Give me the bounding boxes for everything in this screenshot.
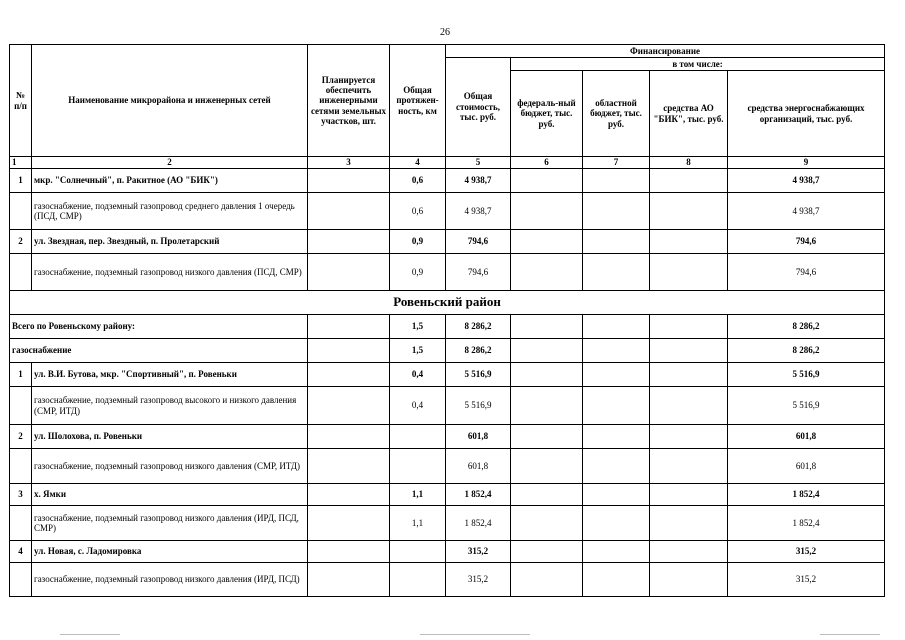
- row-length: 0,9: [390, 230, 446, 254]
- col-number: 3: [308, 157, 390, 169]
- row-planned: [308, 425, 390, 449]
- row-bik: [650, 484, 728, 506]
- row-length: 0,6: [390, 169, 446, 193]
- col-number: 7: [583, 157, 650, 169]
- header-total-cost: Общая стоимость, тыс. руб.: [446, 58, 511, 157]
- row-name: ул. В.И. Бутова, мкр. "Спортивный", п. Ровеньки: [32, 363, 308, 387]
- page-number: 26: [440, 27, 450, 38]
- row-planned: [308, 387, 390, 425]
- row-length: 0,4: [390, 363, 446, 387]
- row-name: мкр. "Солнечный", п. Ракитное (АО "БИК"): [32, 169, 308, 193]
- table-row: [10, 425, 885, 449]
- table-row: [10, 563, 885, 597]
- row-name: х. Ямки: [32, 484, 308, 506]
- header-planned: Планируется обеспечить инженерными сетями земельных участков, шт.: [308, 45, 390, 157]
- row-name: ул. Новая, с. Ладомировка: [32, 541, 308, 563]
- row-num: [10, 506, 32, 541]
- row-energy: 1 852,4: [728, 484, 885, 506]
- row-num: [10, 193, 32, 230]
- row-energy: 1 852,4: [728, 506, 885, 541]
- financing-table: [9, 44, 885, 597]
- row-cost: 601,8: [446, 449, 511, 484]
- row-federal: [511, 169, 583, 193]
- row-length: 0,9: [390, 254, 446, 291]
- row-bik: [650, 230, 728, 254]
- summary-row: [10, 315, 885, 339]
- header-federal: федераль-ный бюджет, тыс. руб.: [511, 71, 583, 157]
- table-row: [10, 484, 885, 506]
- row-bik: [650, 193, 728, 230]
- summary-row: [10, 339, 885, 363]
- row-num: 2: [10, 425, 32, 449]
- row-cost: 315,2: [446, 541, 511, 563]
- row-num: [10, 449, 32, 484]
- row-bik: [650, 315, 728, 339]
- row-energy: 601,8: [728, 449, 885, 484]
- row-cost: 5 516,9: [446, 387, 511, 425]
- row-num: [10, 387, 32, 425]
- row-energy: 8 286,2: [728, 339, 885, 363]
- row-length: 1,5: [390, 315, 446, 339]
- region-title: Ровеньский район: [10, 291, 885, 315]
- row-federal: [511, 563, 583, 597]
- row-energy: 4 938,7: [728, 193, 885, 230]
- row-cost: 794,6: [446, 254, 511, 291]
- row-regional: [583, 425, 650, 449]
- row-name: газоснабжение, подземный газопровод высокого и низкого давления (СМР, ИТД): [32, 387, 308, 425]
- header-energy: средства энергоснабжающих организаций, тыс. руб.: [728, 71, 885, 157]
- row-regional: [583, 363, 650, 387]
- row-federal: [511, 254, 583, 291]
- row-num: [10, 254, 32, 291]
- row-planned: [308, 506, 390, 541]
- row-name: газоснабжение, подземный газопровод низкого давления (ИРД, ПСД, СМР): [32, 506, 308, 541]
- table-row: [10, 363, 885, 387]
- row-bik: [650, 339, 728, 363]
- header-including: в том числе:: [511, 58, 885, 71]
- row-energy: 794,6: [728, 230, 885, 254]
- table-row: [10, 541, 885, 563]
- row-regional: [583, 506, 650, 541]
- row-regional: [583, 563, 650, 597]
- row-energy: 794,6: [728, 254, 885, 291]
- header-length: Общая протяжен-ность, км: [390, 45, 446, 157]
- row-length: 1,1: [390, 484, 446, 506]
- row-name: газоснабжение, подземный газопровод низкого давления (ПСД, СМР): [32, 254, 308, 291]
- row-num: 1: [10, 169, 32, 193]
- row-cost: 4 938,7: [446, 193, 511, 230]
- row-regional: [583, 193, 650, 230]
- col-number: 9: [728, 157, 885, 169]
- scan-artifact-line: [820, 634, 880, 635]
- row-planned: [308, 484, 390, 506]
- row-federal: [511, 387, 583, 425]
- row-energy: 315,2: [728, 563, 885, 597]
- row-federal: [511, 193, 583, 230]
- table-row: [10, 449, 885, 484]
- row-regional: [583, 230, 650, 254]
- row-regional: [583, 315, 650, 339]
- header-row-1: [10, 45, 885, 58]
- row-planned: [308, 315, 390, 339]
- column-numbers-row: [10, 157, 885, 169]
- table-row: [10, 169, 885, 193]
- row-length: [390, 449, 446, 484]
- header-num: № п/п: [10, 45, 32, 157]
- row-federal: [511, 484, 583, 506]
- table-row: [10, 193, 885, 230]
- row-length: 1,5: [390, 339, 446, 363]
- row-length: [390, 425, 446, 449]
- table-row: [10, 230, 885, 254]
- header-bik: средства АО "БИК", тыс. руб.: [650, 71, 728, 157]
- row-energy: 601,8: [728, 425, 885, 449]
- row-bik: [650, 506, 728, 541]
- row-length: 0,6: [390, 193, 446, 230]
- row-bik: [650, 363, 728, 387]
- row-energy: 315,2: [728, 541, 885, 563]
- row-regional: [583, 387, 650, 425]
- col-number: 1: [10, 157, 32, 169]
- header-financing: Финансирование: [446, 45, 885, 58]
- summary-name: Всего по Ровеньскому району:: [10, 315, 308, 339]
- row-name: газоснабжение, подземный газопровод низкого давления (СМР, ИТД): [32, 449, 308, 484]
- col-number: 4: [390, 157, 446, 169]
- row-planned: [308, 449, 390, 484]
- row-num: 2: [10, 230, 32, 254]
- row-bik: [650, 169, 728, 193]
- row-planned: [308, 254, 390, 291]
- header-regional: областной бюджет, тыс. руб.: [583, 71, 650, 157]
- col-number: 5: [446, 157, 511, 169]
- row-cost: 8 286,2: [446, 339, 511, 363]
- row-name: газоснабжение, подземный газопровод среднего давления 1 очередь (ПСД, СМР): [32, 193, 308, 230]
- row-regional: [583, 449, 650, 484]
- row-regional: [583, 339, 650, 363]
- row-bik: [650, 425, 728, 449]
- row-bik: [650, 254, 728, 291]
- scan-artifact-line: [420, 634, 530, 635]
- row-length: 1,1: [390, 506, 446, 541]
- row-bik: [650, 449, 728, 484]
- row-federal: [511, 506, 583, 541]
- table-row: [10, 254, 885, 291]
- col-number: 6: [511, 157, 583, 169]
- row-length: [390, 563, 446, 597]
- table-row: [10, 387, 885, 425]
- row-regional: [583, 484, 650, 506]
- row-regional: [583, 169, 650, 193]
- row-cost: 1 852,4: [446, 484, 511, 506]
- row-length: 0,4: [390, 387, 446, 425]
- row-federal: [511, 315, 583, 339]
- row-cost: 601,8: [446, 425, 511, 449]
- col-number: 2: [32, 157, 308, 169]
- row-regional: [583, 541, 650, 563]
- row-regional: [583, 254, 650, 291]
- row-bik: [650, 541, 728, 563]
- row-length: [390, 541, 446, 563]
- row-federal: [511, 363, 583, 387]
- row-federal: [511, 541, 583, 563]
- row-federal: [511, 425, 583, 449]
- row-energy: 4 938,7: [728, 169, 885, 193]
- header-name: Наименование микрорайона и инженерных сетей: [32, 45, 308, 157]
- row-planned: [308, 169, 390, 193]
- row-planned: [308, 363, 390, 387]
- row-planned: [308, 563, 390, 597]
- region-row: [10, 291, 885, 315]
- summary-name: газоснабжение: [10, 339, 308, 363]
- row-cost: 5 516,9: [446, 363, 511, 387]
- row-cost: 4 938,7: [446, 169, 511, 193]
- row-cost: 794,6: [446, 230, 511, 254]
- row-federal: [511, 230, 583, 254]
- row-name: ул. Звездная, пер. Звездный, п. Пролетарский: [32, 230, 308, 254]
- row-cost: 8 286,2: [446, 315, 511, 339]
- row-name: газоснабжение, подземный газопровод низкого давления (ИРД, ПСД): [32, 563, 308, 597]
- row-num: 1: [10, 363, 32, 387]
- row-num: 3: [10, 484, 32, 506]
- row-energy: 5 516,9: [728, 387, 885, 425]
- row-bik: [650, 563, 728, 597]
- row-energy: 5 516,9: [728, 363, 885, 387]
- row-planned: [308, 339, 390, 363]
- col-number: 8: [650, 157, 728, 169]
- row-planned: [308, 193, 390, 230]
- row-name: ул. Шолохова, п. Ровеньки: [32, 425, 308, 449]
- row-federal: [511, 449, 583, 484]
- row-planned: [308, 541, 390, 563]
- row-federal: [511, 339, 583, 363]
- row-num: [10, 563, 32, 597]
- row-cost: 1 852,4: [446, 506, 511, 541]
- table-row: [10, 506, 885, 541]
- row-cost: 315,2: [446, 563, 511, 597]
- row-bik: [650, 387, 728, 425]
- row-energy: 8 286,2: [728, 315, 885, 339]
- row-num: 4: [10, 541, 32, 563]
- scan-artifact-line: [60, 634, 120, 635]
- row-planned: [308, 230, 390, 254]
